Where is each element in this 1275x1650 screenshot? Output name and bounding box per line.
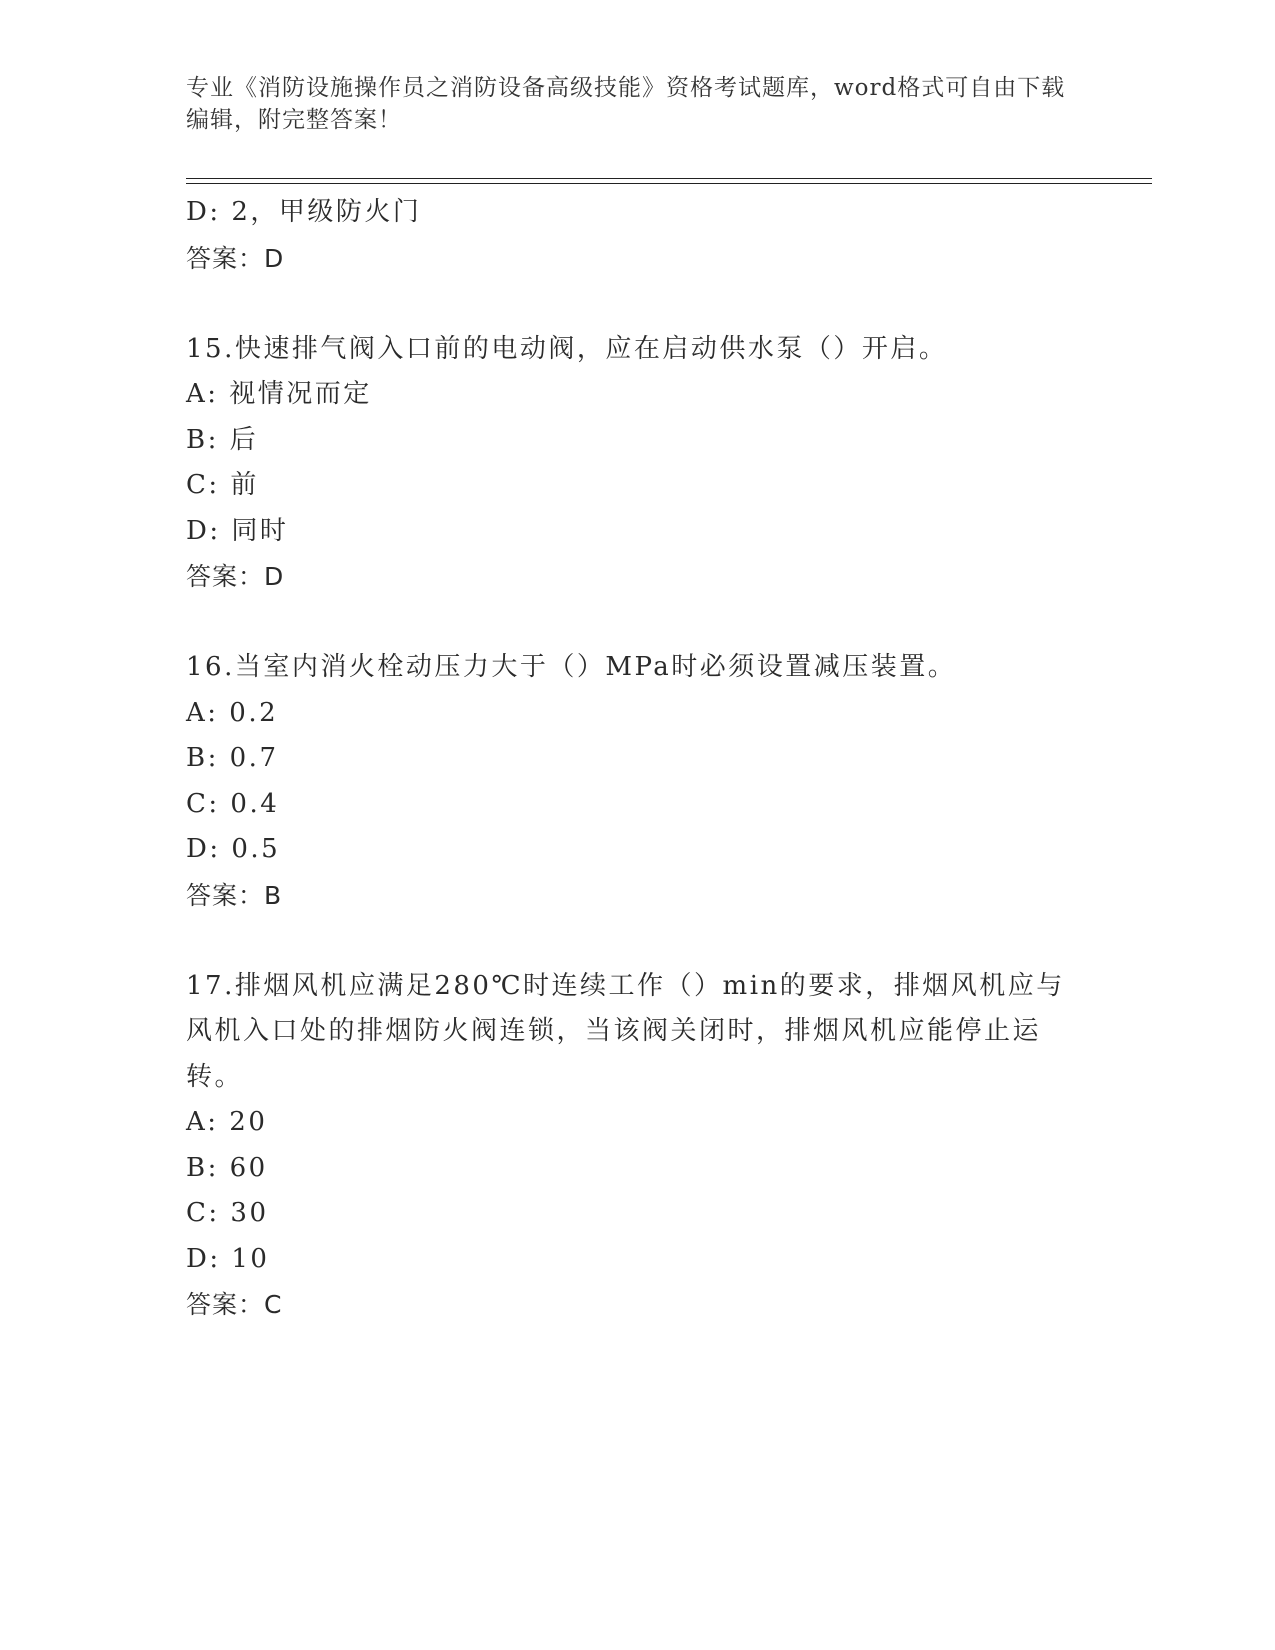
- question-stem: 15.快速排气阀入口前的电动阀，应在启动供水泵（）开启。: [186, 333, 948, 364]
- page-header: 专业《消防设施操作员之消防设备高级技能》资格考试题库，word格式可自由下载编辑，附完整答案！: [186, 75, 1066, 133]
- spacer: [186, 281, 1086, 327]
- option-a: A: 0.2: [186, 697, 279, 728]
- answer: 答案：D: [186, 562, 285, 591]
- question-list: [186, 190, 1086, 1328]
- option-b: B: 后: [186, 424, 259, 455]
- question-16: [186, 645, 1086, 918]
- prev-option-d: D: 2，甲级防火门: [186, 197, 422, 227]
- header-rule-bottom: [186, 183, 1152, 184]
- option-d: D: 0.5: [186, 834, 281, 864]
- header-rule-top: [186, 178, 1152, 179]
- option-d: D: 10: [186, 1243, 270, 1274]
- option-d: D: 同时: [186, 515, 289, 546]
- answer: 答案：C: [186, 1290, 283, 1319]
- option-a: A: 20: [186, 1107, 268, 1137]
- question-17: [186, 964, 1086, 1328]
- option-a: A: 视情况而定: [186, 379, 372, 409]
- option-b: B: 0.7: [186, 743, 279, 773]
- prev-answer: 答案：D: [186, 243, 285, 273]
- question-15: [186, 327, 1086, 600]
- option-b: B: 60: [186, 1152, 268, 1183]
- spacer: [186, 600, 1086, 646]
- option-c: C: 30: [186, 1198, 269, 1228]
- option-c: C: 0.4: [186, 788, 280, 819]
- question-stem: 16.当室内消火栓动压力大于（）MPa时必须设置减压装置。: [186, 652, 957, 682]
- spacer: [186, 918, 1086, 964]
- answer: 答案：B: [186, 880, 283, 910]
- option-c: C: 前: [186, 470, 259, 500]
- question-stem: 17.排烟风机应满足280℃时连续工作（）min的要求，排烟风机应与风机入口处的排烟防火阀连锁，当该阀关闭时，排烟风机应能停止运转。: [186, 970, 1065, 1092]
